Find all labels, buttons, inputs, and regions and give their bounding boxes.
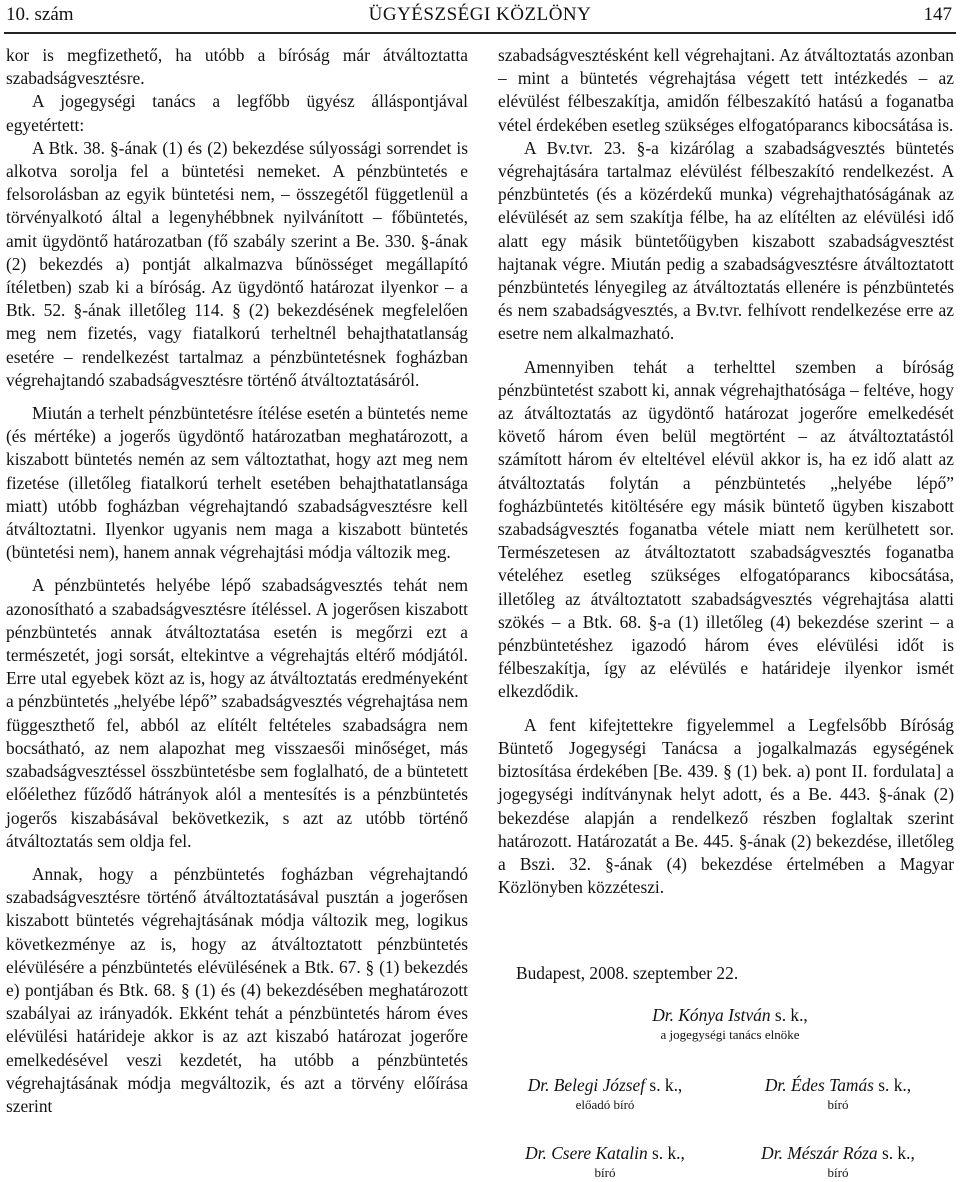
signer-suffix: s. k., xyxy=(647,1143,685,1163)
signer-name: Dr. Édes Tamás xyxy=(764,1075,874,1095)
signature-block xyxy=(600,1004,860,1044)
signer-name: Dr. Kónya István xyxy=(652,1005,771,1025)
signer-suffix: s. k., xyxy=(645,1075,683,1095)
paragraph: A Btk. 38. §-ának (1) és (2) bekezdése súlyossági sorrendet is alkotva sorolja fel a büntetési nemeket. A pénzbüntetés e felsorolásban az egyik büntetési nem, – összegétől függetlenül a törvényalkotó által a legenyhébbnek nyilvánított – főbüntetés, amit ügydöntő határozatban (fő szabály szerint a Be. 330. §-ának (2) bekezdés a) pontját alkalmazva bűnösséget megállapító ítéletben) szab ki a bíróság. Az ügydöntő határozat ilyenkor – a Btk. 52. §-ának illetőleg 114. § (2) bekezdésének megfelelően meg nem fizetés, vagy fiatalkorú terheltnél behajthatatlanság esetére – rendelkezést tartalmaz a pénzbüntetésnek fogházban végrehajtandó szabadságvesztésre történő átváltoztatásáról. xyxy=(6,137,468,390)
issue-number: 10. szám xyxy=(6,4,74,25)
date-line: Budapest, 2008. szeptember 22. xyxy=(516,963,739,983)
paragraph: A pénzbüntetés helyébe lépő szabadságvesztés tehát nem azonosítható a szabadságvesztésre ítéléssel. A jogerősen kiszabott pénzbüntetés annak átváltoztatása esetén is megőrzi ezt a természetét, jogi sorsát, eltekintve a végrehajtás eltérő módjától. Erre utal egyebek közt az is, hogy az átváltoztatás eredményeként a pénzbüntetés „helyébe lépő” szabadságvesztés végrehajtása nem függeszthető fel, abból az elítélt feltételes szabadságra nem bocsátható, az nem alapozhat meg visszaesői minőséget, más szabadságvesztéssel összbüntetésbe sem foglalható, de a büntetett előélethez fűződő hátrányok alól a mentesítés is a pénzbüntetés jogerős kiszabásával bekövetkezik, s azt az utóbb történő átváltoztatás sem oldja fel. xyxy=(6,575,468,851)
signer-role: bíró xyxy=(594,1165,616,1180)
signature-block xyxy=(505,1142,705,1182)
page-header xyxy=(4,2,956,34)
left-column xyxy=(6,44,468,1118)
signer-role: a jogegységi tanács elnöke xyxy=(660,1027,800,1042)
signer-role: előadó bíró xyxy=(575,1097,635,1112)
paragraph: szabadságvesztésként kell végrehajtani. Az átváltoztatás azonban – mint a büntetés végrehajtása végett tett intézkedés – az elévülést félbeszakítja, amidőn félbeszakító hatású a foganatba vétel érdekében esetleg szükséges elfogatóparancs kibocsátása is. xyxy=(498,45,954,135)
signer-suffix: s. k., xyxy=(770,1005,808,1025)
signature-block xyxy=(738,1142,938,1182)
signer-name: Dr. Csere Katalin xyxy=(525,1143,648,1163)
signer-role: bíró xyxy=(827,1165,849,1180)
journal-title: ÜGYÉSZSÉGI KÖZLÖNY xyxy=(368,4,592,25)
signer-suffix: s. k., xyxy=(877,1143,915,1163)
right-column xyxy=(498,44,954,899)
signer-role: bíró xyxy=(827,1097,849,1112)
paragraph: A jogegységi tanács a legfőbb ügyész álláspontjával egyetértett: xyxy=(6,91,468,135)
signer-suffix: s. k., xyxy=(873,1075,912,1095)
paragraph: kor is megfizethető, ha utóbb a bíróság már átváltoztatta szabadságvesztésre. xyxy=(6,45,468,89)
signature-block xyxy=(738,1074,938,1114)
paragraph: Miután a terhelt pénzbüntetésre ítélése esetén a büntetés neme (és mértéke) a jogerős ügydöntő határozatban meghatározott, a kiszabott büntetés nemén az sem változtathat, hogy azt meg nem fizetése (illetőleg fiatalkorú terhelt esetében behajthatatlansága miatt) utóbb fogházban végrehajtandó szabadságvesztésre kell átváltoztatni. Ilyenkor ugyanis nem maga a kiszabott büntetés (büntetési nem), hanem annak végrehajtási módja változik meg. xyxy=(6,403,468,563)
signature-block xyxy=(505,1074,705,1114)
signer-name: Dr. Belegi József xyxy=(527,1075,646,1095)
paragraph: Annak, hogy a pénzbüntetés fogházban végrehajtandó szabadságvesztésre történő átváltoztatásával pusztán a jogerősen kiszabott büntetés végrehajtásának módja változik meg, logikus következménye az is, hogy az átváltoztatott pénzbüntetés elévülésére a pénzbüntetés elévülésének a Btk. 67. § (1) bekezdés e) pontjában és Btk. 68. § (1) és (4) bekezdésében meghatározott szabályai az irányadók. Ekként tehát a pénzbüntetés három éves elévülési határideje akkor is az azt kiszabó határozat jogerőre emelkedésével veszi kezdetét, ha utóbb a pénzbüntetés végrehajtásának módja megváltozik, és azt a törvény előírása szerint xyxy=(6,863,468,1116)
paragraph: A Bv.tvr. 23. §-a kizárólag a szabadságvesztés büntetés végrehajtására tartalmaz elévülést félbeszakító rendelkezést. A pénzbüntetés (és a közérdekű munka) végrehajthatóságának az elévülését az sem szakítja félbe, ha az elítélten az elévülési idő alatt egy másik büntetőügyben kiszabott szabadságvesztést hajtanak végre. Miután pedig a szabadságvesztésre átváltoztatott pénzbüntetés lényegileg az átváltoztatás ellenére is pénzbüntetés és nem szabadságvesztés, a Bv.tvr. felhívott rendelkezése erre az esetre nem alkalmazható. xyxy=(498,137,954,344)
page-number: 147 xyxy=(923,4,952,25)
paragraph: A fent kifejtettekre figyelemmel a Legfelsőbb Bíróság Büntető Jogegységi Tanácsa a jogalkalmazás egységének biztosítása érdekében [Be. 439. § (1) bek. a) pont II. fordulata] a jogegységi indítványnak helyt adott, és a Be. 443. §-ának (2) bekezdése alapján a rendelkező részben foglaltak szerint határozott. Határozatát a Be. 445. §-ának (2) bekezdése, illetőleg a Bszi. 32. §-ának (4) bekezdése értelmében a Magyar Közlönyben közzéteszi. xyxy=(498,714,954,898)
signer-name: Dr. Mészár Róza xyxy=(761,1143,878,1163)
paragraph: Amennyiben tehát a terhelttel szemben a bíróság pénzbüntetést szabott ki, annak végrehajthatósága – feltéve, hogy az átváltoztatás az ügydöntő határozat jogerőre emelkedését követő három éven belül megtörtént – az átváltoztatástól számított három év elteltével elévül akkor is, ha ez idő alatt az átváltoztatás folytán a pénzbüntetés „helyébe lépő” fogházbüntetés kitöltésére egy másik büntető ügyben kiszabott szabadságvesztés foganatba vétele miatt nem kerülhetett sor. Természetesen az átváltoztatott szabadságvesztés foganatba vételéhez esetleg szükséges elfogatóparancs kibocsátása, illetőleg az átváltoztatott szabadságvesztés végrehajtása alatti szökés – a Btk. 68. §-a (1) illetőleg (4) bekezdése szerint – a pénzbüntetéshez igazodó három éves elévülési időt is félbeszakítja, így az elévülés e határideje ilyenkor ismét elkezdődik. xyxy=(498,356,954,702)
